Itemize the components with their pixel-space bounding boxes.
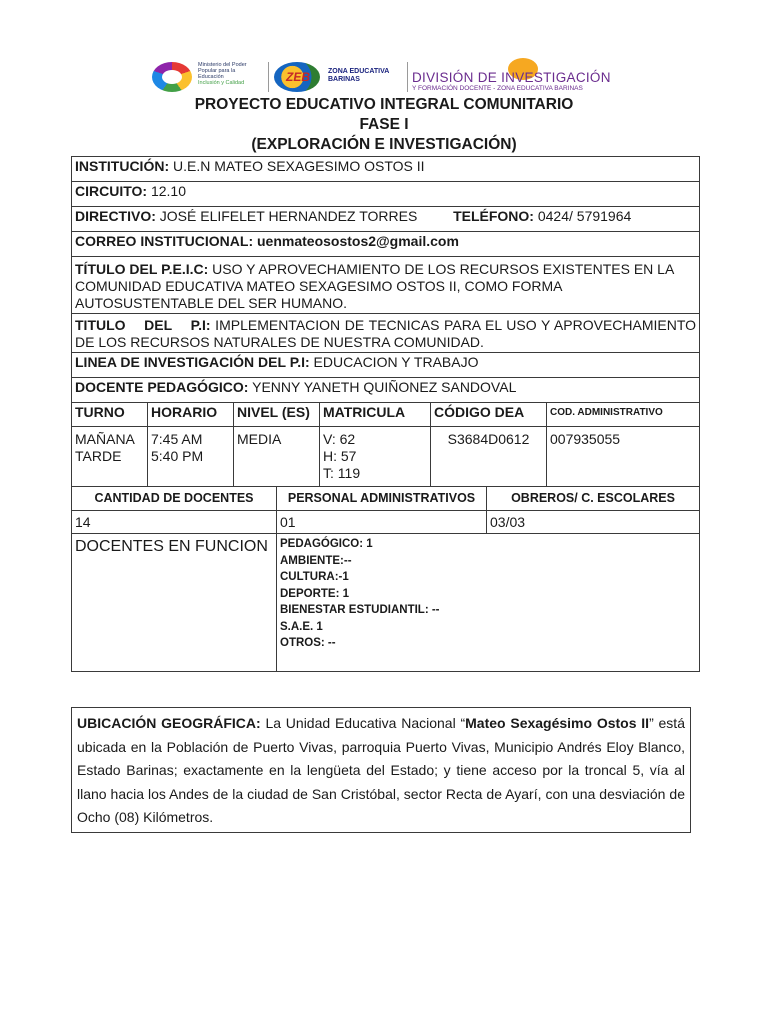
titulo-peic-label: TÍTULO DEL P.E.I.C:	[75, 261, 209, 277]
document-subtitle: (EXPLORACIÓN E INVESTIGACIÓN)	[251, 136, 517, 153]
titulo-pi-value: IMPLEMENTACION DE TECNICAS PARA EL USO Y APROVECHAMIENTO DE LOS RECURSOS NATURALES DE NUESTRA COMUNIDAD.	[75, 317, 697, 350]
header-cantidad-docentes: CANTIDAD DE DOCENTES	[72, 487, 277, 511]
circuito-row	[72, 182, 700, 207]
docentes-funcion-item: BIENESTAR ESTUDIANTIL: --	[280, 604, 440, 616]
document-phase: FASE I	[359, 116, 409, 133]
linea-value: EDUCACION Y TRABAJO	[309, 354, 479, 370]
institucion-label: INSTITUCIÓN:	[75, 158, 170, 174]
zona-educativa-badge-icon	[274, 62, 320, 92]
docente-row	[72, 378, 700, 403]
correo-row	[72, 232, 700, 257]
directivo-label: DIRECTIVO:	[75, 208, 156, 224]
matricula-t: T: 119	[323, 465, 361, 481]
matricula-v: V: 62	[323, 431, 356, 447]
header-nivel: NIVEL (ES)	[234, 403, 320, 427]
document-title: PROYECTO EDUCATIVO INTEGRAL COMUNITARIO	[194, 96, 574, 113]
matricula-h: H: 57	[323, 448, 357, 464]
docentes-funcion-row	[72, 534, 700, 672]
titulo-peic-value: USO Y APROVECHAMIENTO DE LOS RECURSOS EXISTENTES EN LA COMUNIDAD EDUCATIVA MATEO SEXAGESIMO OSTOS II, COMO FORMA AUTOSUSTENTABLE DEL SER HUMANO.	[75, 261, 674, 311]
horario-value: 5:40 PM	[151, 448, 204, 464]
telefono-value: 0424/ 5791964	[533, 208, 632, 224]
personal-data-row	[72, 511, 700, 534]
telefono-label: TELÉFONO:	[453, 208, 534, 224]
ubicacion-text-after: ” está ubicada en la Población de Puerto Vivas, parroquia Puerto Vivas, Municipio Andrés Eloy Blanco, Estado Barinas; exactamente en la lengüeta del Estado; y tiene acceso por la troncal 5, vía al llano hacia los Andes de la ciudad de San Cristóbal, sector Recta de Ayarí, con una desviación de Ocho (08) Kilómetros.	[77, 715, 685, 825]
correo-value: uenmateosostos2@gmail.com	[253, 233, 459, 249]
docentes-funcion-list	[277, 534, 700, 672]
header-turno: TURNO	[72, 403, 148, 427]
header-obreros: OBREROS/ C. ESCOLARES	[487, 487, 700, 511]
ministerio-educacion-logo	[150, 60, 262, 94]
docentes-funcion-item: CULTURA:-1	[280, 571, 349, 583]
ubicacion-geografica-box	[71, 707, 691, 833]
directivo-row	[72, 207, 700, 232]
cantidad-docentes-value: 14	[72, 511, 277, 534]
docentes-funcion-item: S.A.E. 1	[280, 620, 323, 633]
header-logos	[150, 58, 626, 98]
zona-educativa-logo-text: ZONA EDUCATIVA BARINAS	[328, 68, 390, 83]
logo-separator	[268, 62, 269, 92]
titulo-pi-row	[72, 314, 700, 353]
personal-header-row	[72, 487, 700, 511]
header-matricula: MATRICULA	[320, 403, 431, 427]
institucion-value: U.E.N MATEO SEXAGESIMO OSTOS II	[169, 158, 425, 174]
turno-header-row	[72, 403, 700, 427]
personal-administrativos-value: 01	[277, 511, 487, 534]
ministerio-logo-text: Ministerio del Poder Popular para la Educación	[198, 62, 247, 80]
project-info-table	[71, 156, 700, 672]
cod-administrativo-value: 007935055	[547, 427, 700, 487]
ministerio-logo-subtext: Inclusión y Calidad	[198, 80, 245, 86]
linea-row	[72, 353, 700, 378]
turno-data-row	[72, 427, 700, 487]
titulo-peic-row	[72, 257, 700, 314]
turno-value: MAÑANA	[75, 431, 135, 447]
zona-badge-text: ZEB	[286, 70, 310, 84]
circuito-label: CIRCUITO:	[75, 183, 148, 199]
docentes-funcion-item: DEPORTE: 1	[280, 587, 350, 600]
header-personal-administrativos: PERSONAL ADMINISTRATIVOS	[277, 487, 487, 511]
ubicacion-school-name: Mateo Sexagésimo Ostos II	[465, 715, 650, 731]
docentes-funcion-item: OTROS: --	[280, 637, 336, 649]
division-logo-line2: Y FORMACIÓN DOCENTE - ZONA EDUCATIVA BARINAS	[412, 85, 583, 92]
docente-label: DOCENTE PEDAGÓGICO:	[75, 379, 249, 395]
header-horario: HORARIO	[148, 403, 234, 427]
docentes-funcion-label: DOCENTES EN FUNCION	[72, 534, 277, 672]
horario-value: 7:45 AM	[151, 431, 203, 447]
linea-label: LINEA DE INVESTIGACIÓN DEL P.I:	[75, 354, 310, 370]
correo-label: CORREO INSTITUCIONAL:	[75, 233, 254, 249]
titulo-pi-label: TITULO DEL P.I:	[75, 317, 211, 333]
ubicacion-label: UBICACIÓN GEOGRÁFICA:	[77, 715, 261, 731]
zona-educativa-logo	[272, 58, 404, 96]
docente-value: YENNY YANETH QUIÑONEZ SANDOVAL	[248, 379, 517, 395]
docentes-funcion-item: AMBIENTE:--	[280, 554, 352, 567]
obreros-value: 03/03	[487, 511, 700, 534]
division-investigacion-logo	[412, 58, 626, 98]
ubicacion-text-before: La Unidad Educativa Nacional “	[260, 715, 466, 731]
institucion-row	[72, 157, 700, 182]
circuito-value: 12.10	[147, 183, 187, 199]
nivel-value: MEDIA	[234, 427, 320, 487]
logo-separator	[407, 62, 408, 92]
division-logo-line1: DIVISIÓN DE INVESTIGACIÓN	[412, 70, 611, 85]
turno-value: TARDE	[75, 448, 122, 464]
header-codigo-dea: CÓDIGO DEA	[431, 403, 547, 427]
ministerio-ring-icon	[152, 62, 192, 92]
header-cod-administrativo: COD. ADMINISTRATIVO	[547, 403, 700, 427]
codigo-dea-value: S3684D0612	[431, 427, 547, 487]
docentes-funcion-item: PEDAGÓGICO: 1	[280, 538, 373, 550]
directivo-value: JOSÉ ELIFELET HERNANDEZ TORRES	[155, 208, 418, 224]
